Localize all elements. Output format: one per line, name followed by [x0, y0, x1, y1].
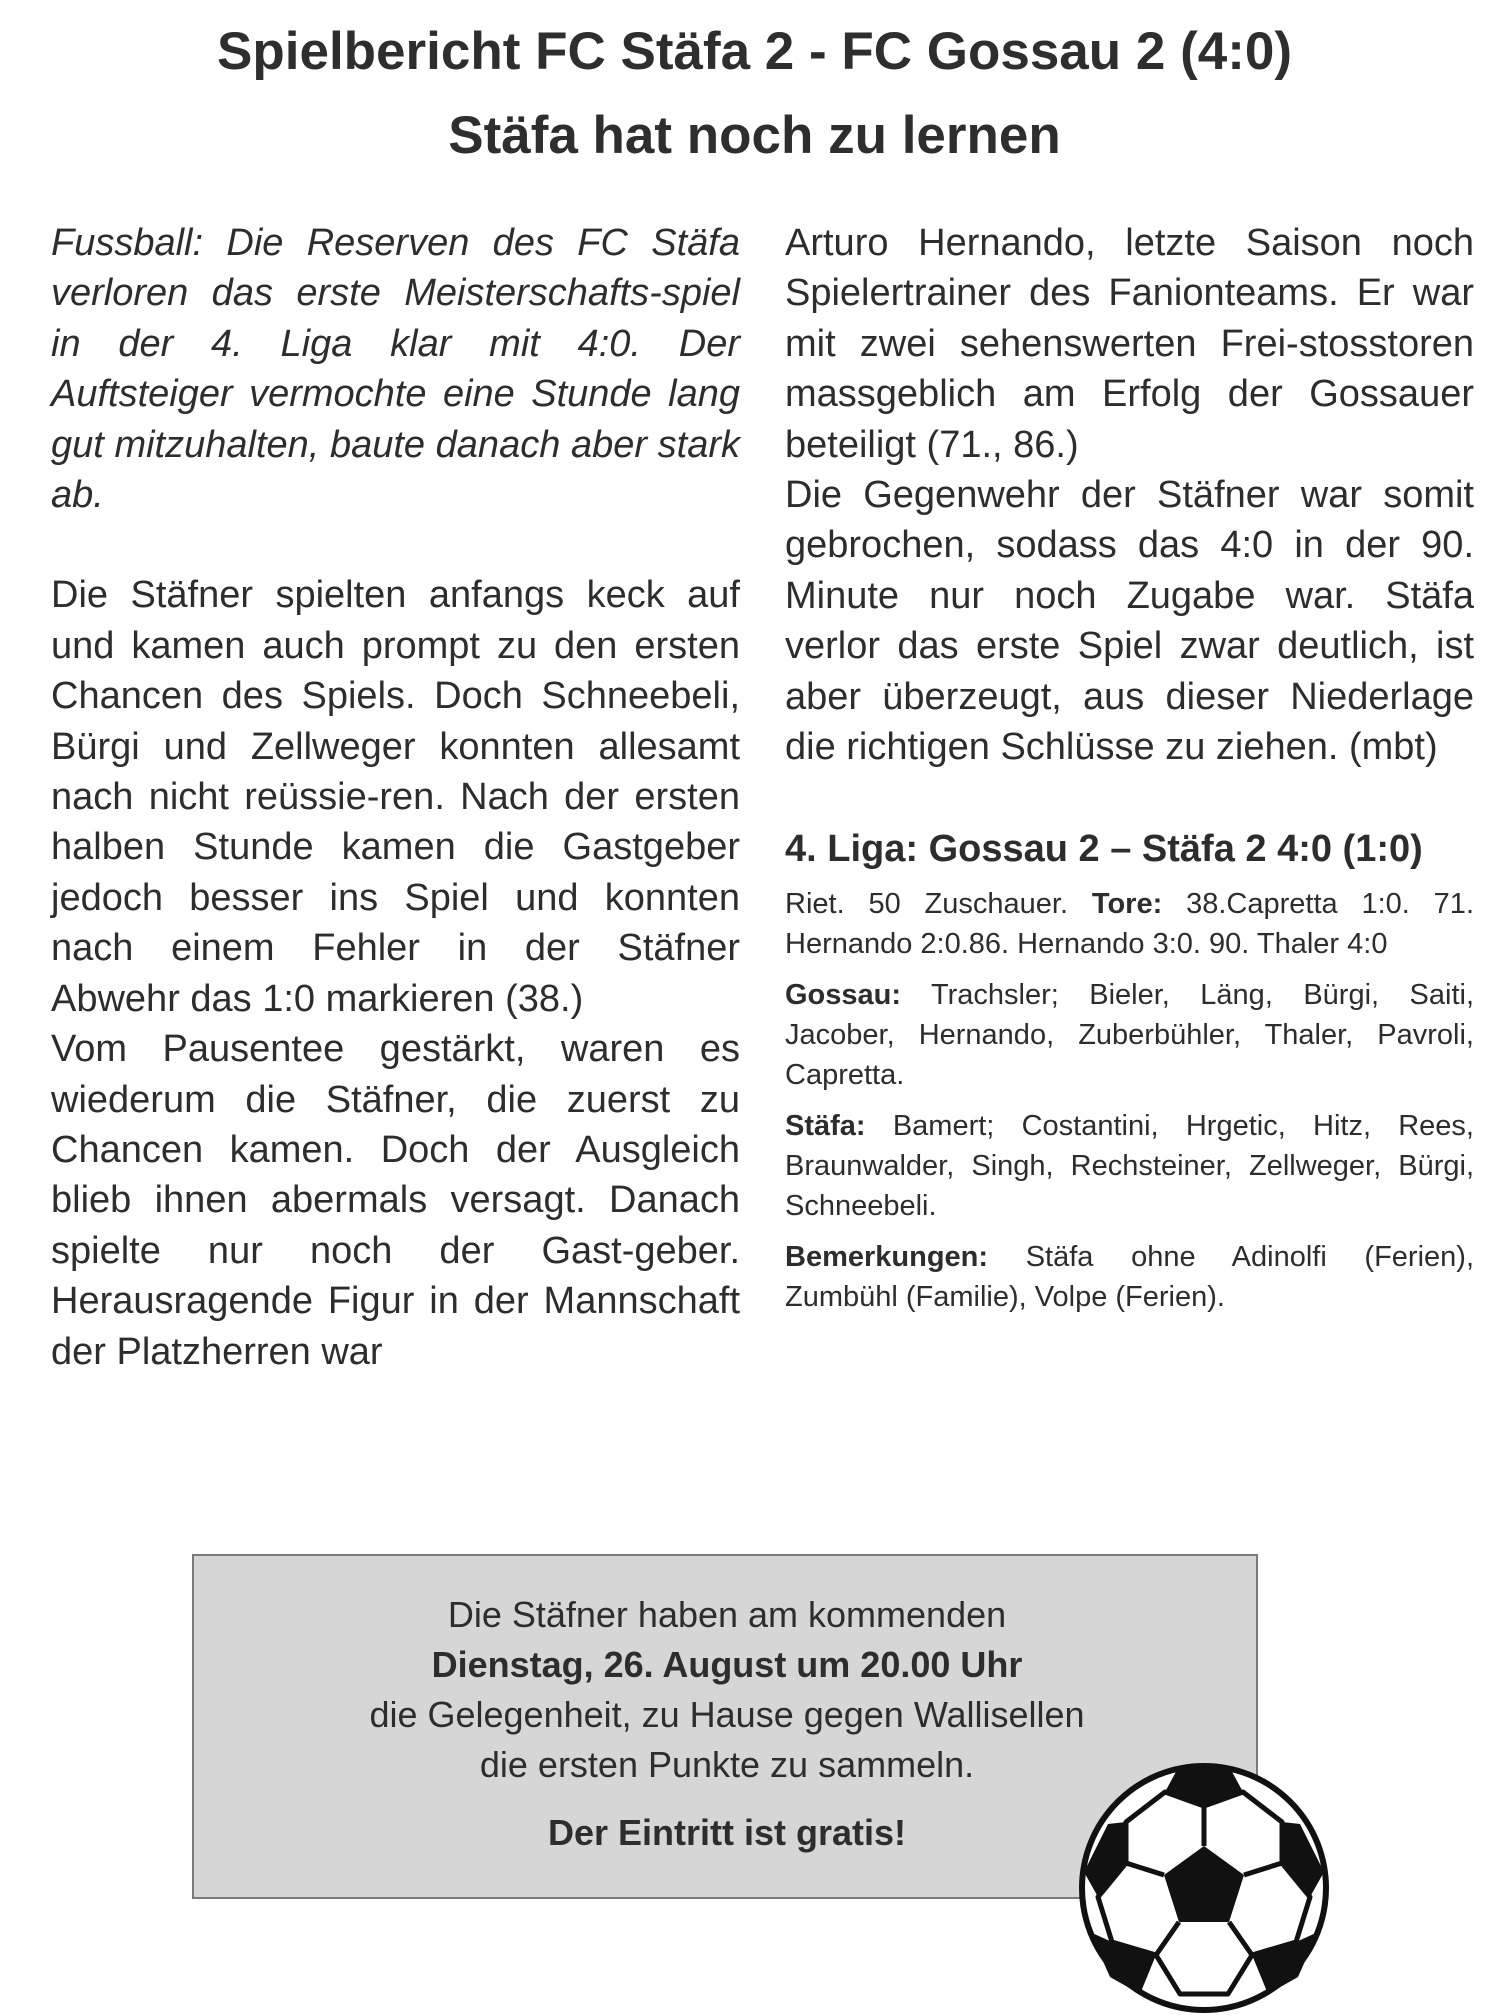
announcement-line-1: Die Stäfner haben am kommenden [447, 1594, 1007, 1635]
announcement-line-3: die Gelegenheit, zu Hause gegen Wallisellen [369, 1694, 1085, 1735]
article-paragraph-4: Die Gegenwehr der Stäfner war somit gebrochen, sodass das 4:0 in der 90. Minute nur noch Zugabe war. Stäfa verlor das erste Spiel zwar deutlich, ist aber überzeugt, aus dieser Niederlage die richtigen Schlüsse zu ziehen. (mbt) [785, 474, 1474, 769]
article-paragraph-3: Arturo Hernando, letzte Saison noch Spielertrainer des Fanionteams. Er war mit zwei sehenswerten Frei-stosstoren massgeblich am Erfolg der Gossauer beteiligt (71., 86.) [785, 222, 1474, 466]
venue-text: Riet. 50 Zuschauer. [785, 888, 1069, 921]
soccer-ball-icon [1078, 1762, 1330, 2014]
article-paragraph-1: Die Stäfner spielten anfangs keck auf und kamen auch prompt zu den ersten Chancen des Spiels. Doch Schneebeli, Bürgi und Zellweger konnten allesamt nach nicht reüssie-ren. Nach der ersten halben Stunde kamen die Gastgeber jedoch besser ins Spiel und konnten nach einem Fehler in der Stäfner Abwehr das 1:0 markieren (38.) [51, 574, 740, 1020]
announcement-line-4: die ersten Punkte zu sammeln. [479, 1744, 975, 1785]
paragraph-gap [51, 520, 740, 570]
article-column-left [51, 218, 740, 1377]
article-paragraph-2: Vom Pausentee gestärkt, waren es wiederum die Stäfner, die zuerst zu Chancen kamen. Doch der Ausgleich blieb ihnen abermals versagt. Danach spielte nur noch der Gast-geber. Herausragende Figur in der Mannschaft der Platzherren war [51, 1028, 740, 1373]
article-column-right [785, 218, 1474, 1328]
goals-label: Tore: [1091, 888, 1163, 921]
lineup-gossau [785, 975, 1474, 1095]
match-facts-venue [785, 884, 1474, 964]
match-result-heading: 4. Liga: Gossau 2 – Stäfa 2 4:0 (1:0) [785, 828, 1423, 871]
staefa-text: Bamert; Costantini, Hrgetic, Hitz, Rees, Braunwalder, Singh, Rechsteiner, Zellweger, Bürgi, Schneebeli. [785, 1110, 1474, 1223]
staefa-label: Stäfa: [785, 1110, 866, 1143]
goals-text: 38.Capretta 1:0. 71. Hernando 2:0.86. Hernando 3:0. 90. Thaler 4:0 [785, 888, 1474, 961]
free-entry-note: Der Eintritt ist gratis! [547, 1812, 907, 1853]
remarks-label: Bemerkungen: [785, 1241, 989, 1274]
announcement-date: Dienstag, 26. August um 20.00 Uhr [431, 1644, 1023, 1685]
remarks-text: Stäfa ohne Adinolfi (Ferien), Zumbühl (Familie), Volpe (Ferien). [785, 1241, 1475, 1314]
match-remarks [785, 1237, 1474, 1317]
article-lead: Fussball: Die Reserven des FC Stäfa verloren das erste Meisterschafts-spiel in der 4. Liga klar mit 4:0. Der Auftsteiger vermochte eine Stunde lang gut mitzuhalten, baute danach aber stark ab. [51, 222, 740, 517]
article-title: Spielbericht FC Stäfa 2 - FC Gossau 2 (4:0) [217, 22, 1292, 81]
gossau-label: Gossau: [785, 979, 902, 1012]
article-subtitle: Stäfa hat noch zu lernen [448, 106, 1061, 165]
gossau-text: Trachsler; Bieler, Läng, Bürgi, Saiti, Jacober, Hernando, Zuberbühler, Thaler, Pavroli, Capretta. [785, 979, 1474, 1092]
lineup-staefa [785, 1106, 1474, 1226]
